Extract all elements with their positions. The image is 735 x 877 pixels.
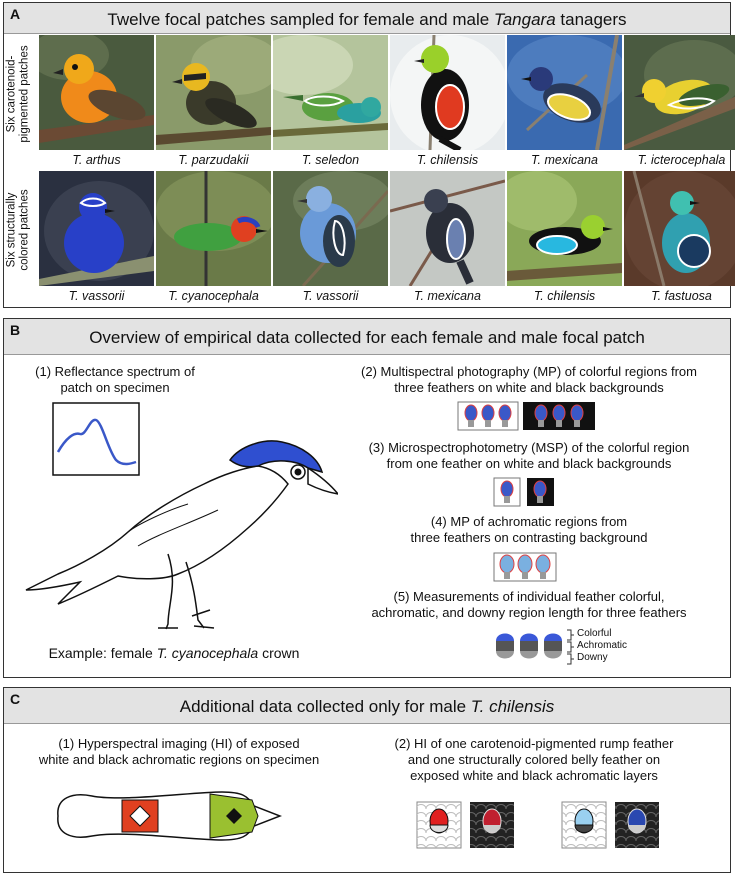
example-patch: crown [258, 645, 300, 661]
bird-photo [507, 171, 622, 286]
label-downy: Downy [577, 652, 608, 663]
panel-a-title-text: Twelve focal patches sampled for female and male [107, 10, 494, 29]
c-item2-line3: exposed white and black achromatic layers [410, 768, 658, 783]
panel-b-item2 [334, 364, 724, 396]
species-caption: T. vassorii [302, 289, 359, 303]
panel-b-item1 [10, 364, 220, 396]
panel-b [3, 318, 731, 678]
row1-label-line2: pigmented patches [19, 45, 31, 143]
item1-line1: (1) Reflectance spectrum of [35, 364, 195, 379]
species-caption: T. seledon [301, 153, 360, 167]
bird-photo [39, 171, 154, 286]
bird-photo [273, 35, 388, 150]
item1-line2: patch on specimen [60, 380, 170, 395]
species-caption: T. chilensis [533, 289, 596, 303]
panel-a-title-genus: Tangara [493, 10, 556, 29]
bird-photo [156, 35, 271, 150]
item3-line1: (3) Microspectrophotometry (MSP) of the colorful region [368, 440, 690, 455]
feather-region-length-diagram [494, 627, 566, 667]
panel-c-item2 [359, 736, 709, 784]
panel-a [3, 2, 731, 308]
item4-line1: (4) MP of achromatic regions from [430, 514, 628, 529]
row-structural-label-text [6, 189, 32, 270]
panel-c-item1 [14, 736, 344, 768]
row-structural-label [4, 171, 34, 289]
panel-b-letter: B [10, 322, 21, 338]
panel-a-header [4, 3, 730, 34]
bird-photo [39, 35, 154, 150]
row2-label-line1: Six structurally [6, 192, 19, 268]
panel-b-example [24, 645, 324, 661]
bird-photo [390, 171, 505, 286]
region-bracket [566, 629, 574, 665]
item5-line2: achromatic, and downy region length for three feathers [371, 605, 687, 620]
item4-line2: three feathers on contrasting background [410, 530, 648, 545]
mp-achromatic-feathers [493, 552, 557, 582]
panel-c-header [4, 688, 730, 724]
panel-a-title [4, 10, 730, 30]
panel-b-item4 [334, 514, 724, 546]
species-caption: T. fastuosa [651, 289, 712, 303]
hi-feather-tiles [416, 801, 716, 851]
panel-b-item3 [334, 440, 724, 472]
bird-photo [273, 171, 388, 286]
example-species: T. cyanocephala [156, 645, 259, 661]
row2-label-line2: colored patches [19, 189, 32, 271]
item2-line2: three feathers on white and black backgrounds [394, 380, 664, 395]
specimen-outline [52, 784, 282, 848]
bird-photo [624, 35, 735, 150]
item2-line1: (2) Multispectral photography (MP) of colorful regions from [361, 364, 697, 379]
item5-line1: (5) Measurements of individual feather colorful, [393, 589, 665, 604]
mp-feathers-white-black [457, 401, 597, 431]
bird-photo [156, 171, 271, 286]
panel-c-title-species: T. chilensis [470, 697, 555, 716]
panel-c-letter: C [10, 691, 21, 707]
item3-line2: from one feather on white and black backgrounds [386, 456, 672, 471]
bird-photo [507, 35, 622, 150]
example-text: Example: female [48, 645, 157, 661]
c-item1-line1: (1) Hyperspectral imaging (HI) of exposed [58, 736, 300, 751]
panel-a-title-suffix: tanagers [555, 10, 627, 29]
c-item2-line2: and one structurally colored belly feather on [407, 752, 661, 767]
row1-label-line1: Six carotenoid- [6, 55, 18, 133]
species-caption: T. icterocephala [637, 153, 726, 167]
bird-photo [390, 35, 505, 150]
row-carotenoid-label-text [6, 45, 32, 142]
panel-b-header [4, 319, 730, 355]
c-item1-line2: white and black achromatic regions on specimen [38, 752, 320, 767]
bird-outline-drawing [18, 414, 338, 639]
region-labels [577, 628, 627, 664]
species-caption: T. mexicana [414, 289, 481, 303]
species-caption: T. chilensis [416, 153, 479, 167]
bird-photo [624, 171, 735, 286]
label-achromatic: Achromatic [577, 640, 628, 651]
panel-c-title-text: Additional data collected only for male [179, 697, 471, 716]
species-caption: T. mexicana [531, 153, 598, 167]
panel-c [3, 687, 731, 873]
panel-b-title: Overview of empirical data collected for each female and male focal patch [89, 328, 645, 347]
species-caption: T. vassorii [68, 289, 125, 303]
species-caption: T. parzudakii [178, 153, 249, 167]
species-caption: T. cyanocephala [168, 289, 259, 303]
row-carotenoid-label [4, 35, 34, 153]
msp-feather-white-black [493, 477, 555, 507]
label-colorful: Colorful [577, 628, 612, 639]
species-caption: T. arthus [72, 153, 121, 167]
panel-a-letter: A [10, 6, 21, 22]
panel-b-item5 [334, 589, 724, 621]
panel-c-title [4, 697, 730, 717]
c-item2-line1: (2) HI of one carotenoid-pigmented rump feather [394, 736, 674, 751]
